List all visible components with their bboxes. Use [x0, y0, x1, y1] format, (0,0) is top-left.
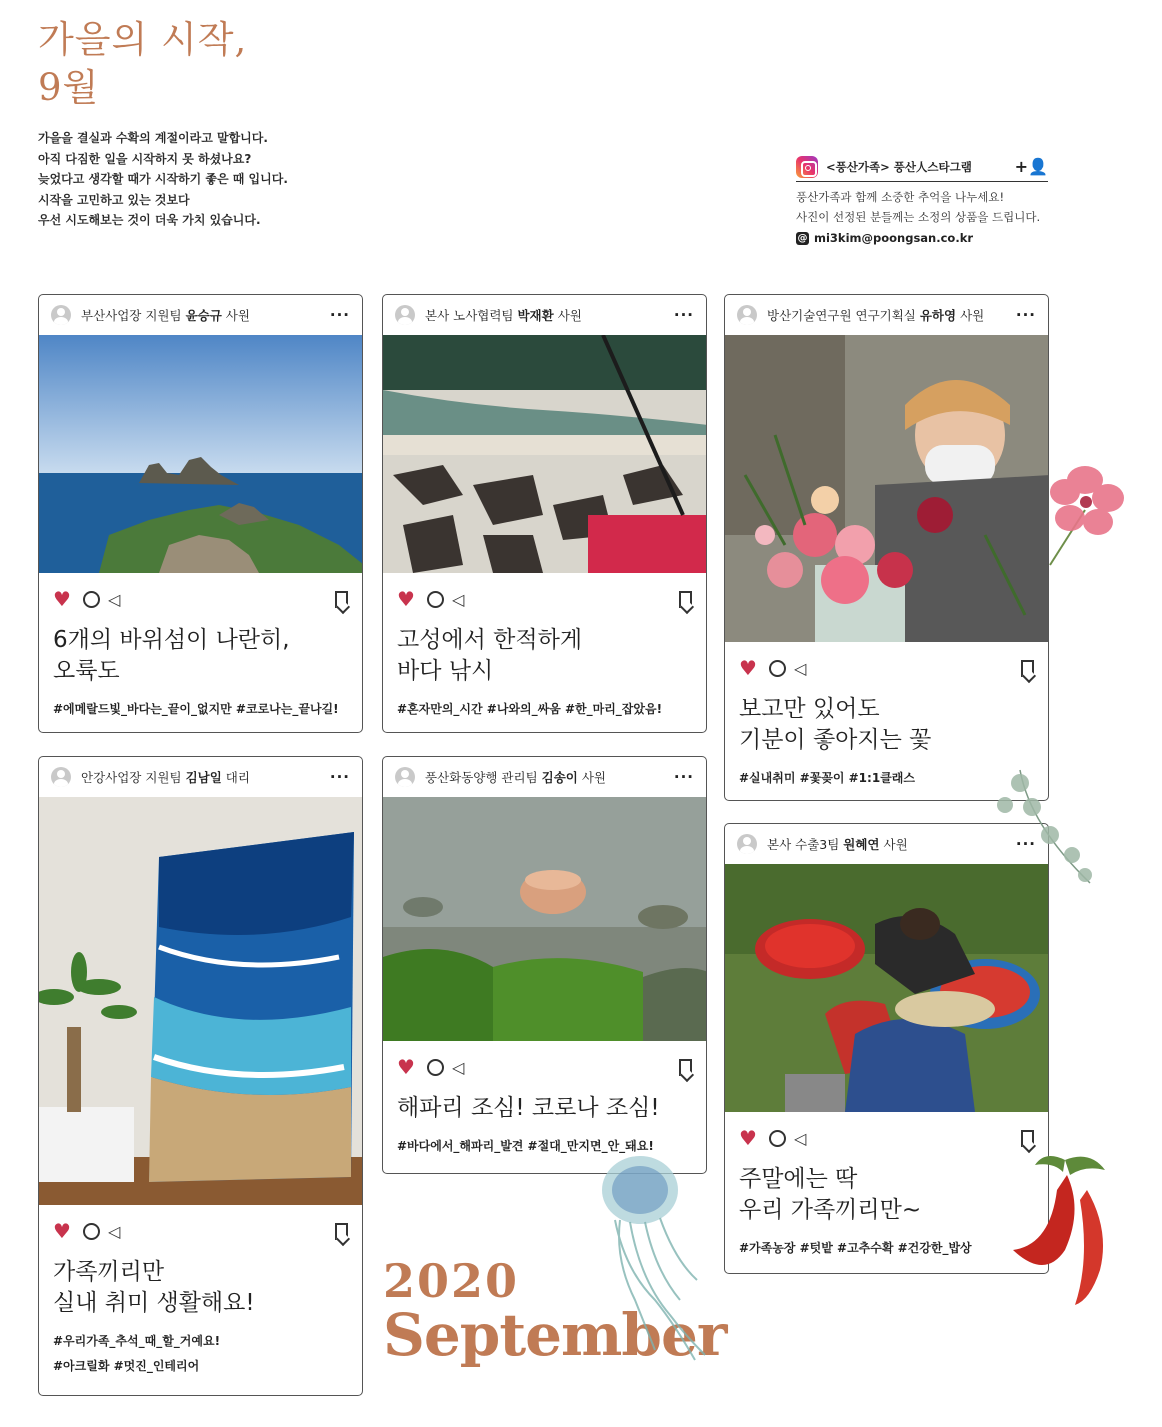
heart-icon[interactable]: ♥ [397, 1055, 415, 1079]
at-icon: @ [797, 232, 808, 244]
avatar[interactable] [395, 767, 415, 787]
post-actions [39, 573, 362, 625]
post-header [725, 295, 1048, 335]
post-author: 부산사업장 지원팀 윤승규 사원 [81, 308, 250, 323]
instagram-desc-line: 풍산가족과 함께 소중한 추억을 나누세요! [796, 190, 1005, 204]
instagram-account-name: <풍산가족> 풍산人스타그램 [826, 159, 972, 174]
post-hashtags: #에메랄드빛_바다는_끝이_없지만 #코로나는_끝나길! [53, 702, 339, 716]
post-author: 풍산화동양행 관리팀 김송이 사원 [425, 770, 606, 785]
post-author: 방산기술연구원 연구기획실 유하영 사원 [767, 308, 985, 323]
heart-icon[interactable]: ♥ [53, 1219, 71, 1243]
post-photo [725, 864, 1048, 1112]
month-text: September [383, 1301, 727, 1369]
post-hashtags: #실내취미 #꽃꽂이 #1:1클래스 [739, 771, 915, 785]
title-line-2: 9월 [38, 66, 100, 109]
intro-line: 시작을 고민하고 있는 것보다 [38, 192, 190, 207]
post-caption: 6개의 바위섬이 나란히, 오륙도 [53, 627, 290, 684]
instagram-header [796, 156, 1048, 182]
post-photo [383, 797, 706, 1041]
bookmark-icon[interactable] [335, 591, 348, 608]
avatar[interactable] [51, 305, 71, 325]
post-caption: 해파리 조심! 코로나 조심! [397, 1095, 660, 1121]
heart-icon[interactable]: ♥ [397, 587, 415, 611]
post-photo [725, 335, 1048, 642]
pepper-harvest-image [725, 864, 1048, 1112]
more-options-icon[interactable]: ··· [329, 768, 350, 786]
instagram-email [796, 231, 1048, 245]
more-options-icon[interactable]: ··· [673, 306, 694, 324]
bookmark-icon[interactable] [679, 1059, 692, 1076]
post-hashtags: #가족농장 #텃밭 #고추수확 #건강한_밥상 [739, 1241, 972, 1255]
post-caption: 보고만 있어도 기분이 좋아지는 꽃 [739, 696, 932, 753]
post-hashtags: #바다에서_해파리_발견 #절대_만지면_안_돼요! [397, 1139, 654, 1153]
post-header [39, 757, 362, 797]
post-card [382, 756, 707, 1174]
send-icon[interactable]: ◁ [452, 1057, 465, 1077]
instagram-description [796, 187, 1048, 227]
post-header [383, 295, 706, 335]
post-actions [383, 1041, 706, 1093]
comment-icon[interactable] [427, 591, 444, 608]
bookmark-icon[interactable] [1021, 1130, 1034, 1147]
intro-line: 가을을 결실과 수확의 계절이라고 말합니다. [38, 131, 268, 145]
post-photo [383, 335, 706, 573]
post-card [38, 294, 363, 733]
avatar[interactable] [737, 834, 757, 854]
post-actions [725, 1112, 1048, 1164]
avatar[interactable] [51, 767, 71, 787]
instagram-desc-line: 사진이 선정된 분들께는 소정의 상품을 드립니다. [796, 210, 1041, 224]
email-text[interactable]: mi3kim@poongsan.co.kr [814, 231, 974, 245]
more-options-icon[interactable]: ··· [1015, 306, 1036, 324]
comment-icon[interactable] [83, 1223, 100, 1240]
title-line-1: 가을의 시작, [38, 18, 248, 61]
post-caption: 가족끼리만 실내 취미 생활해요! [53, 1259, 255, 1316]
bookmark-icon[interactable] [335, 1223, 348, 1240]
heart-icon[interactable]: ♥ [53, 587, 71, 611]
instagram-info [796, 156, 1048, 245]
comment-icon[interactable] [427, 1059, 444, 1076]
more-options-icon[interactable]: ··· [329, 306, 350, 324]
post-actions [39, 1205, 362, 1257]
avatar[interactable] [395, 305, 415, 325]
post-card [382, 294, 707, 733]
hibiscus-illustration [1040, 450, 1130, 570]
post-card [724, 294, 1049, 801]
post-header [39, 295, 362, 335]
post-hashtags: #우리가족_추석_때_할_거예요! #아크릴화 #멋진_인테리어 [53, 1334, 221, 1373]
jellyfish-illustration [585, 1150, 710, 1365]
jellyfish-sea-image [383, 797, 706, 1041]
post-caption: 고성에서 한적하게 바다 낚시 [397, 627, 583, 684]
intro-text [38, 128, 288, 231]
post-card [38, 756, 363, 1396]
post-card [724, 823, 1049, 1274]
intro-line: 아직 다짐한 일을 시작하지 못 하셨나요? [38, 151, 252, 166]
sea-rocks-image [39, 335, 362, 573]
post-author: 안강사업장 지원팀 김남일 대리 [81, 770, 250, 785]
bookmark-icon[interactable] [1021, 660, 1034, 677]
follow-icon[interactable]: +👤 [1014, 157, 1048, 176]
chili-pepper-illustration [1005, 1150, 1113, 1310]
post-author: 본사 노사협력팀 박재환 사원 [425, 308, 582, 323]
send-icon[interactable]: ◁ [794, 658, 807, 678]
send-icon[interactable]: ◁ [108, 589, 121, 609]
bookmark-icon[interactable] [679, 591, 692, 608]
instagram-icon [796, 156, 818, 178]
more-options-icon[interactable]: ··· [1015, 835, 1036, 853]
post-photo [39, 797, 362, 1205]
flower-arranging-image [725, 335, 1048, 642]
post-hashtags: #혼자만의_시간 #나와의_싸움 #한_마리_잡았음! [397, 702, 663, 716]
send-icon[interactable]: ◁ [794, 1128, 807, 1148]
avatar[interactable] [737, 305, 757, 325]
page-title [38, 16, 247, 112]
heart-icon[interactable]: ♥ [739, 656, 757, 680]
send-icon[interactable]: ◁ [108, 1221, 121, 1241]
comment-icon[interactable] [769, 1130, 786, 1147]
send-icon[interactable]: ◁ [452, 589, 465, 609]
post-caption: 주말에는 딱 우리 가족끼리만~ [739, 1166, 922, 1223]
fishing-sea-image [383, 335, 706, 573]
intro-line: 늦었다고 생각할 때가 시작하기 좋은 때 입니다. [38, 172, 288, 186]
eucalyptus-illustration [990, 765, 1102, 890]
comment-icon[interactable] [769, 660, 786, 677]
comment-icon[interactable] [83, 591, 100, 608]
year-text: 2020 [383, 1254, 520, 1308]
more-options-icon[interactable]: ··· [673, 768, 694, 786]
post-actions [725, 642, 1048, 694]
post-actions [383, 573, 706, 625]
post-photo [39, 335, 362, 573]
heart-icon[interactable]: ♥ [739, 1126, 757, 1150]
post-header [383, 757, 706, 797]
intro-line: 우선 시도해보는 것이 더욱 가치 있습니다. [38, 213, 261, 227]
acrylic-painting-image [39, 797, 362, 1205]
post-author: 본사 수출3팀 원혜연 사원 [767, 837, 908, 852]
